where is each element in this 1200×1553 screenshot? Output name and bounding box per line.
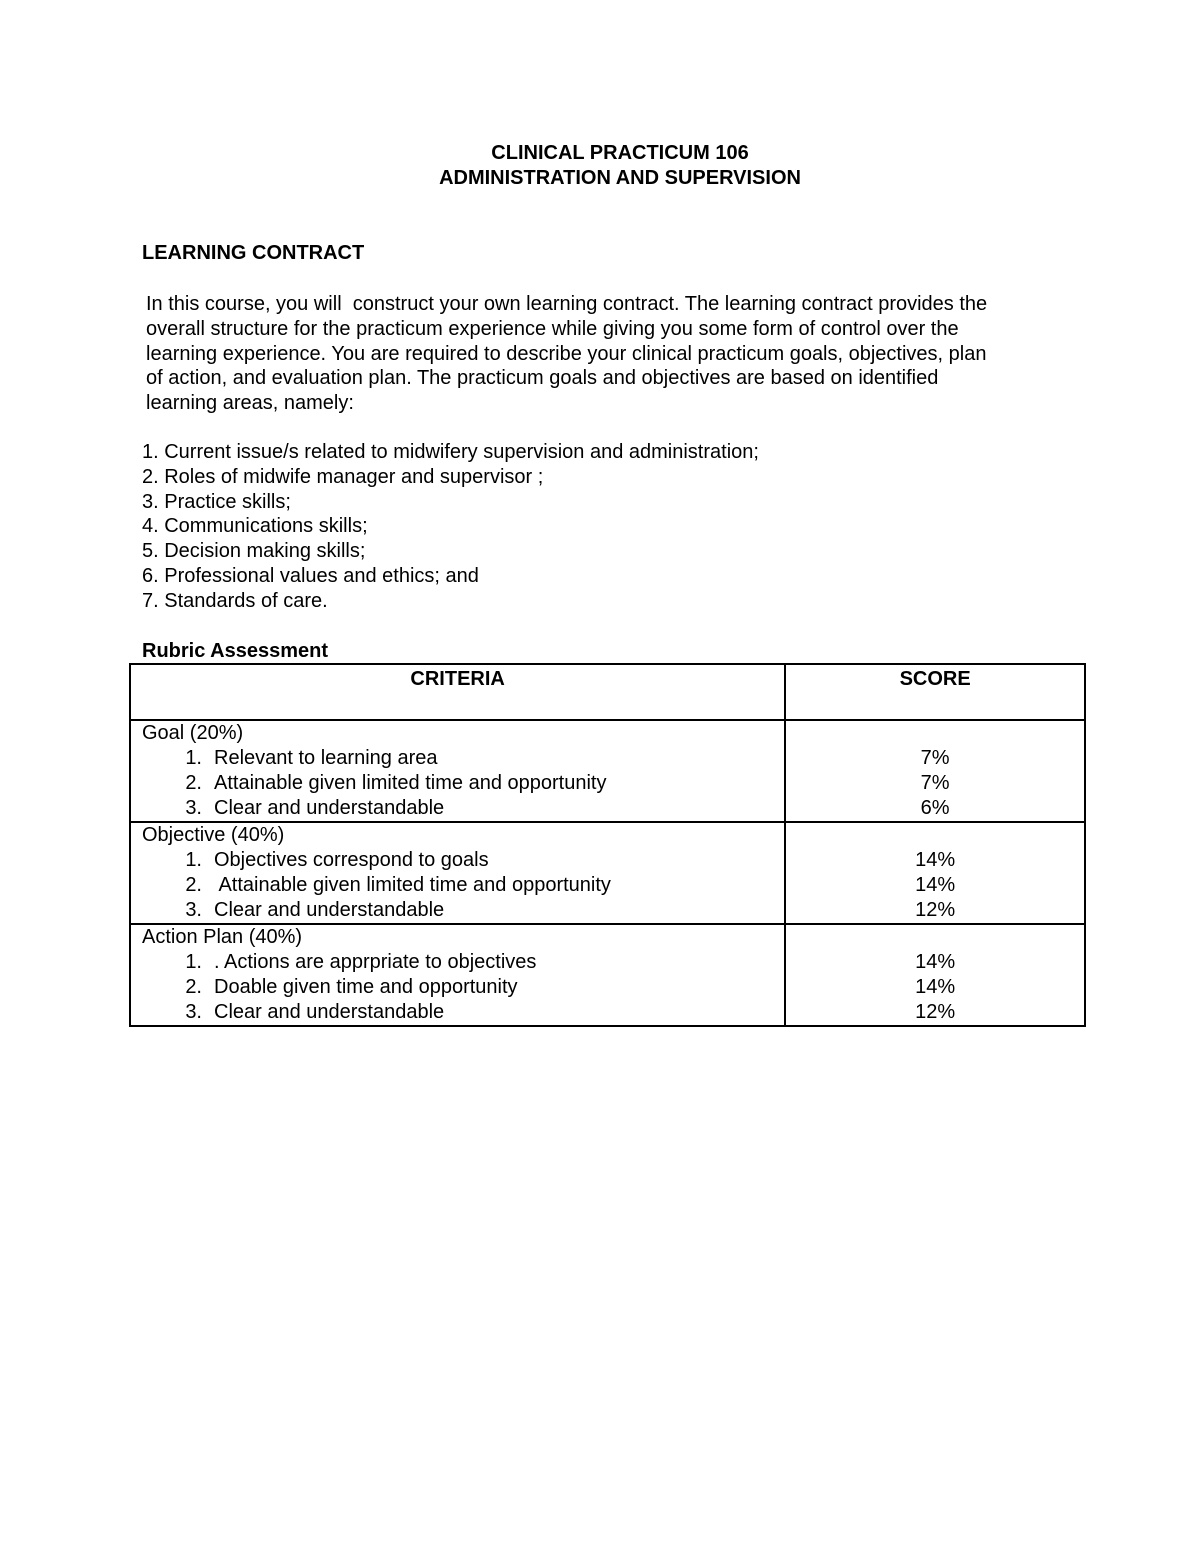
score-cell	[785, 924, 1085, 1026]
intro-paragraph	[142, 292, 1066, 416]
intro-line: learning experience. You are required to describe your clinical practicum goals, objectives, plan	[146, 342, 987, 365]
score-spacer	[786, 925, 1084, 950]
table-row	[130, 720, 1085, 822]
criterion-item	[131, 873, 784, 898]
list-item: 1. Current issue/s related to midwifery supervision and administration;	[142, 440, 759, 463]
score-value: 7%	[920, 746, 950, 769]
criteria-cell	[130, 822, 785, 924]
table-row	[130, 822, 1085, 924]
criterion-text: Attainable given limited time and opportunity	[214, 873, 611, 896]
group-title: Action Plan (40%)	[142, 925, 303, 948]
intro-line: learning areas, namely:	[146, 392, 354, 415]
group-title: Goal (20%)	[142, 721, 244, 744]
learning-areas-list	[142, 440, 1086, 614]
list-item: 3. Practice skills;	[142, 490, 291, 513]
score-value: 12%	[915, 898, 956, 921]
title-block	[130, 141, 1110, 191]
criteria-cell	[130, 720, 785, 822]
criterion-item	[131, 746, 784, 771]
score-value: 14%	[915, 848, 956, 871]
section-heading: LEARNING CONTRACT	[142, 242, 365, 264]
rubric-table	[129, 663, 1086, 1027]
list-item: 2. Roles of midwife manager and supervisor ;	[142, 465, 544, 488]
criterion-number: 1.	[185, 848, 202, 871]
criterion-number: 3.	[185, 1000, 202, 1023]
document-page	[142, 141, 1086, 1027]
criterion-number: 2.	[185, 975, 202, 998]
criterion-number: 3.	[185, 898, 202, 921]
list-item: 6. Professional values and ethics; and	[142, 564, 479, 587]
group-title: Objective (40%)	[142, 823, 285, 846]
list-item: 5. Decision making skills;	[142, 540, 366, 563]
list-item: 4. Communications skills;	[142, 515, 368, 538]
score-column-header: SCORE	[785, 664, 1085, 720]
course-subtitle: ADMINISTRATION AND SUPERVISION	[439, 167, 801, 189]
criterion-text: Clear and understandable	[214, 1000, 445, 1023]
criterion-number: 1.	[185, 746, 202, 769]
criterion-item	[131, 771, 784, 796]
criterion-item	[131, 975, 784, 1000]
score-value: 14%	[915, 950, 956, 973]
criterion-item	[131, 1000, 784, 1025]
criteria-cell	[130, 924, 785, 1026]
criterion-text: Clear and understandable	[214, 796, 445, 819]
criterion-item	[131, 796, 784, 821]
criterion-text: . Actions are apprpriate to objectives	[214, 950, 537, 973]
score-spacer	[786, 721, 1084, 746]
score-cell	[785, 720, 1085, 822]
criterion-number: 2.	[185, 873, 202, 896]
criterion-number: 2.	[185, 771, 202, 794]
score-value: 14%	[915, 975, 956, 998]
course-title: CLINICAL PRACTICUM 106	[491, 142, 749, 164]
criterion-item	[131, 848, 784, 873]
criterion-number: 1.	[185, 950, 202, 973]
criterion-text: Relevant to learning area	[214, 746, 438, 769]
criterion-text: Clear and understandable	[214, 898, 445, 921]
score-spacer	[786, 823, 1084, 848]
criterion-item	[131, 898, 784, 923]
score-value: 12%	[915, 1000, 956, 1023]
intro-line: of action, and evaluation plan. The practicum goals and objectives are based on identified	[146, 367, 939, 390]
score-value: 7%	[920, 771, 950, 794]
intro-line: overall structure for the practicum experience while giving you some form of control over the	[146, 317, 959, 340]
criterion-text: Attainable given limited time and opportunity	[214, 771, 607, 794]
intro-line: In this course, you will construct your own learning contract. The learning contract provides the	[146, 293, 988, 315]
criterion-item	[131, 950, 784, 975]
rubric-heading: Rubric Assessment	[142, 639, 328, 662]
table-header-row	[130, 664, 1085, 720]
score-cell	[785, 822, 1085, 924]
criterion-text: Objectives correspond to goals	[214, 848, 489, 871]
criterion-number: 3.	[185, 796, 202, 819]
score-value: 6%	[920, 796, 950, 819]
list-item: 7. Standards of care.	[142, 589, 328, 612]
score-value: 14%	[915, 873, 956, 896]
table-row	[130, 924, 1085, 1026]
criteria-column-header: CRITERIA	[130, 664, 785, 720]
criterion-text: Doable given time and opportunity	[214, 975, 518, 998]
